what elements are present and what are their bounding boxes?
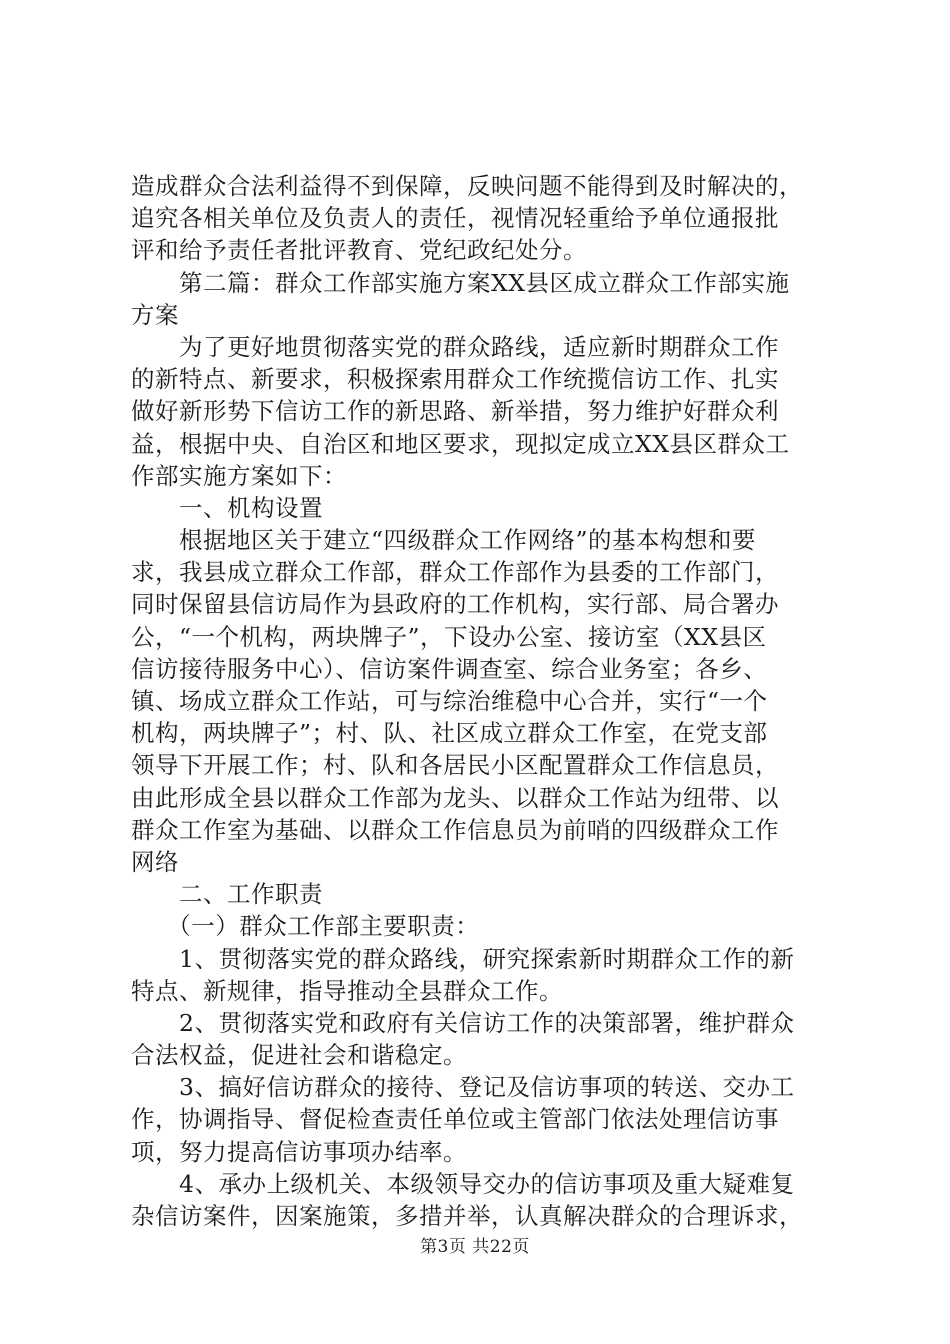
text-line: 求，我县成立群众工作部，群众工作部作为县委的工作部门，: [131, 558, 779, 587]
page-number-footer: 第3页 共22页: [420, 1237, 530, 1257]
subheading-line: 二、工作职责: [131, 880, 323, 909]
text-line: 4、承办上级机关、本级领导交办的信访事项及重大疑难复: [131, 1169, 795, 1198]
text-line: 机构，两块牌子”；村、队、社区成立群众工作室，在党支部: [131, 719, 768, 748]
text-line: 杂信访案件，因案施策，多措并举，认真解决群众的合理诉求，: [131, 1202, 803, 1230]
text-line: 追究各相关单位及负责人的责任，视情况轻重给予单位通报批: [131, 204, 779, 233]
text-line: 益，根据中央、自治区和地区要求，现拟定成立XX县区群众工: [131, 429, 790, 458]
text-line: 作，协调指导、督促检查责任单位或主管部门依法处理信访事: [131, 1105, 779, 1134]
subheading-line: （一）群众工作部主要职责：: [131, 912, 480, 941]
text-line: 由此形成全县以群众工作部为龙头、以群众工作站为纽带、以: [131, 783, 779, 812]
text-line: 3、搞好信访群众的接待、登记及信访事项的转送、交办工: [131, 1073, 795, 1102]
text-line: 2、贯彻落实党和政府有关信访工作的决策部署，维护群众: [131, 1008, 795, 1037]
text-line: 作部实施方案如下：: [131, 461, 347, 490]
subheading-line: 一、机构设置: [131, 493, 323, 522]
text-line: 造成群众合法利益得不到保障，反映问题不能得到及时解决的，: [131, 172, 803, 200]
text-line: 特点、新规律，指导推动全县群众工作。: [131, 976, 563, 1005]
text-line: 根据地区关于建立“四级群众工作网络”的基本构想和要: [131, 526, 757, 555]
text-line: 为了更好地贯彻落实党的群众路线，适应新时期群众工作: [131, 332, 779, 361]
text-line: 评和给予责任者批评教育、党纪政纪处分。: [131, 236, 587, 265]
text-line: 的新特点、新要求，积极探索用群众工作统揽信访工作、扎实: [131, 365, 779, 394]
text-line: 做好新形势下信访工作的新思路、新举措，努力维护好群众利: [131, 397, 779, 426]
text-line: 群众工作室为基础、以群众工作信息员为前哨的四级群众工作: [131, 815, 779, 844]
text-line: 镇、场成立群众工作站，可与综治维稳中心合并，实行“一个: [131, 687, 768, 715]
text-line: 同时保留县信访局作为县政府的工作机构，实行部、局合署办: [131, 590, 779, 619]
section-heading-line: 第二篇：群众工作部实施方案XX县区成立群众工作部实施: [131, 268, 790, 297]
text-line: 1、贯彻落实党的群众路线，研究探索新时期群众工作的新: [131, 944, 795, 973]
text-line: 网络: [131, 847, 179, 876]
text-line: 信访接待服务中心）、信访案件调查室、综合业务室；各乡、: [131, 654, 768, 683]
text-line: 合法权益，促进社会和谐稳定。: [131, 1041, 467, 1070]
document-body: [131, 170, 836, 1232]
text-line: 项，努力提高信访事项办结率。: [131, 1137, 467, 1166]
text-line: 领导下开展工作；村、队和各居民小区配置群众工作信息员，: [131, 751, 779, 780]
section-heading-line: 方案: [131, 300, 179, 329]
text-line: 公，“一个机构，两块牌子”，下设办公室、接访室（XX县区: [131, 622, 767, 651]
